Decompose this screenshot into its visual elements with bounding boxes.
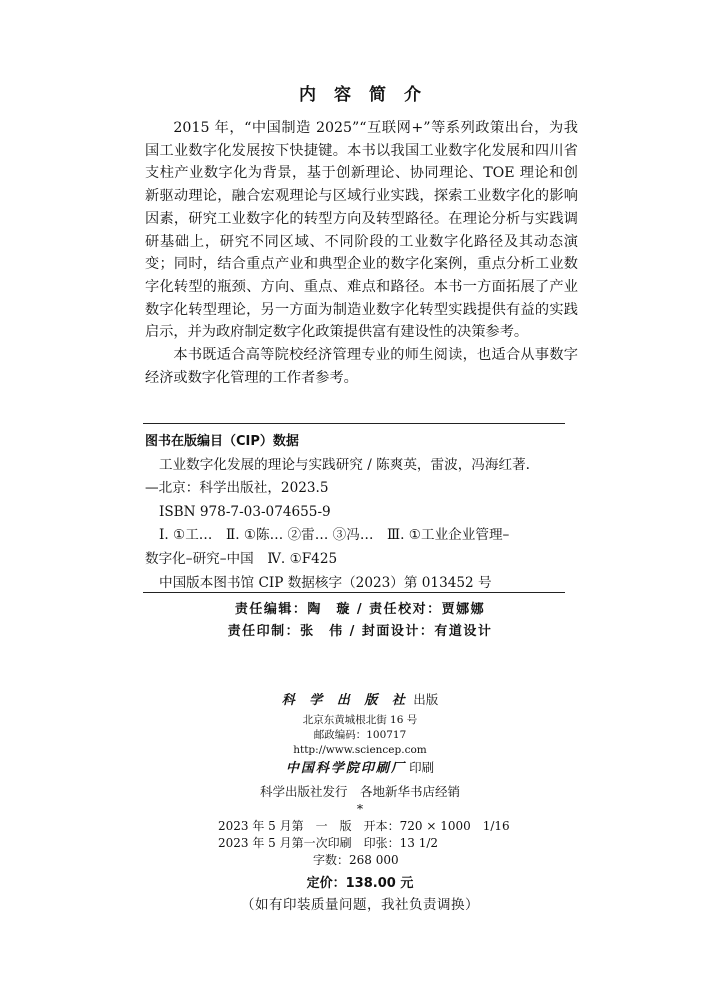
- publisher-postcode: 邮政编码：100717: [313, 729, 407, 741]
- publisher-website: http://www.sciencep.com: [293, 744, 427, 756]
- wordcount-line: 字数：268 000: [313, 853, 399, 867]
- publisher-name: 科 学 出 版 社: [281, 693, 410, 708]
- cip-publisher-line: —北京：科学出版社，2023.5: [145, 480, 329, 497]
- publisher-line: [0, 692, 720, 709]
- printer-role: 印刷: [409, 760, 435, 775]
- quality-note: （如有印装质量问题，我社负责调换）: [241, 897, 479, 913]
- publisher-role: 出版: [413, 692, 439, 707]
- cip-class-line-1: Ⅰ. ①工… Ⅱ. ①陈… ②雷… ③冯… Ⅲ. ①工业企业管理–: [159, 527, 510, 544]
- imprint-block: [218, 818, 510, 869]
- staff-line-1: 责任编辑：陶 璇 / 责任校对：贾娜娜: [234, 602, 486, 617]
- cip-record-number: 中国版本图书馆 CIP 数据核字（2023）第 013452 号: [159, 574, 492, 591]
- cip-top-rule: [143, 423, 565, 424]
- publisher-block: [0, 692, 720, 777]
- staff-line-2: 责任印制：张 伟 / 封面设计：有道设计: [227, 624, 493, 639]
- printing-line: 2023 年 5 月第一次印刷 印张：13 1/2: [218, 836, 439, 850]
- publisher-address: 北京东黄城根北街 16 号: [302, 714, 418, 726]
- intro-paragraph-2: 本书既适合高等院校经济管理专业的师生阅读，也适合从事数字经济或数字化管理的工作者参考。: [145, 347, 578, 386]
- cip-class-line-2: 数字化–研究–中国 Ⅳ. ①F425: [145, 550, 338, 567]
- intro-paragraph-1: 2015 年，“中国制造 2025”“互联网+”等系列政策出台，为我国工业数字化发展按下快捷键。本书以我国工业数字化发展和四川省支柱产业数字化为背景，基于创新理论、协同理论、TOE 理论和创新驱动理论，融合宏观理论与区域行业实践，探索工业数字化的影响因素，研究工业数字化的转型方向及转型路径。在理论分析与实践调研基础上，研究不同区域、不同阶段的工业数字化路径及其动态演变；同时，结合重点产业和典型企业的数字化案例，重点分析工业数字化转型的瓶颈、方向、重点、难点和路径。本书一方面拓展了产业数字化转型理论，另一方面为制造业数字化转型实践提供有益的实践启示，并为政府制定数字化政策提供富有建设性的决策参考。: [145, 120, 578, 341]
- page-title: 内容简介: [299, 85, 439, 105]
- cip-block: [145, 430, 567, 595]
- price: 定价：138.00 元: [306, 876, 414, 891]
- cip-isbn: ISBN 978-7-03-074655-9: [159, 503, 331, 520]
- cip-header: 图书在版编目（CIP）数据: [145, 434, 299, 449]
- asterisk-separator: *: [356, 801, 364, 816]
- edition-line: 2023 年 5 月第 一 版 开本：720 × 1000 1/16: [218, 819, 510, 833]
- printer-line: [0, 760, 720, 777]
- book-introduction: [145, 117, 578, 389]
- printer-name: 中国科学院印刷厂: [285, 761, 406, 776]
- cip-title-line: 工业数字化发展的理论与实践研究 / 陈爽英，雷波，冯海红著.: [159, 456, 530, 473]
- cip-bottom-rule: [143, 592, 565, 593]
- distribution-line: 科学出版社发行 各地新华书店经销: [259, 784, 460, 799]
